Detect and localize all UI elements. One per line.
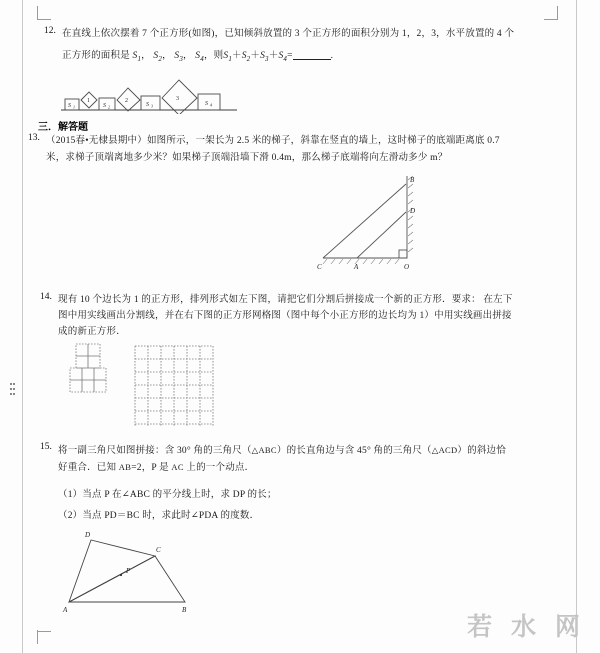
svg-text:B: B xyxy=(182,606,187,614)
svg-text:1: 1 xyxy=(73,104,75,110)
page-left-margin-rule xyxy=(22,0,23,653)
svg-text:S: S xyxy=(103,103,106,109)
svg-text:S: S xyxy=(205,101,208,107)
question-12-number: 12. xyxy=(44,26,56,36)
svg-text:4: 4 xyxy=(210,102,212,108)
svg-text:D: D xyxy=(85,531,91,539)
q15-triangle-acd: △ACD xyxy=(431,445,458,455)
drag-handle-dots[interactable] xyxy=(10,383,16,401)
q12-answer-blank[interactable] xyxy=(293,59,331,60)
q15-l2-e: 上的一个动点． xyxy=(183,463,255,473)
question-13-number: 13. xyxy=(28,133,40,143)
svg-text:A: A xyxy=(354,263,359,271)
q12-text-b: ，则 xyxy=(203,51,224,61)
figure-ladder-against-wall xyxy=(305,168,435,278)
question-15-line-2 xyxy=(58,459,570,477)
question-14-line-3: 成的新正方形． xyxy=(58,327,126,337)
question-15-number: 15. xyxy=(40,442,52,452)
svg-text:A: A xyxy=(63,606,68,614)
question-15-sub-2: （2）当点 PD＝BC 时，求此时∠PDA 的度数． xyxy=(58,511,260,521)
q15-l2-c: =2，P 是 xyxy=(131,463,172,473)
crop-mark-top-left-h xyxy=(37,19,51,20)
q15-seg-ab: AB xyxy=(118,462,132,472)
q13-source: （2015春•无棣县期中） xyxy=(46,136,147,146)
q12-text-a: 正方形的面积是 xyxy=(62,51,133,61)
q12-text-c: = xyxy=(287,51,293,61)
q12-text-d: . xyxy=(330,51,334,61)
q15-text-a: 将一副三角尺如图拼接：含 30° 角的三角尺（ xyxy=(58,446,252,456)
q15-text-c: ）的长直角边与含 45° 角的三角尺（ xyxy=(276,446,432,456)
page-right-margin-rule xyxy=(576,0,577,653)
crop-mark-bottom-left xyxy=(37,630,38,644)
figure-ten-unit-squares xyxy=(68,342,123,405)
svg-text:P: P xyxy=(126,567,131,575)
svg-text:B: B xyxy=(410,176,415,184)
svg-text:3: 3 xyxy=(151,103,153,109)
svg-text:S: S xyxy=(68,103,71,109)
question-15-line-1 xyxy=(58,442,570,460)
site-watermark: 若 水 网 xyxy=(467,613,586,641)
svg-text:D: D xyxy=(410,207,416,215)
q15-triangle-abc: △ABC xyxy=(251,445,277,455)
svg-text:C: C xyxy=(317,263,322,271)
q15-l2-a: 好重合．已知 xyxy=(58,463,119,473)
figure-seven-squares-on-line xyxy=(55,72,240,119)
question-14-line-2: 图中用实线画出分割线，并在右下图的正方形网格图（图中每个小正方形的边长均为 1）中用实线画出拼接 xyxy=(58,311,512,321)
q15-text-e: ）的斜边恰 xyxy=(457,446,506,456)
crop-mark-top-left xyxy=(37,6,38,20)
question-12-line-2: 正方形的面积是 $S_1$， $S_2$， $S_3$， $S_4$，则$S_1+S_2+S_3+S_4=$ . xyxy=(62,51,334,63)
svg-text:2: 2 xyxy=(125,98,128,104)
q13-text-1: 如图所示，一架长为 2.5 米的梯子，斜靠在竖直的墙上，这时梯子的底端距离底 0.7 xyxy=(146,136,500,146)
svg-text:S: S xyxy=(146,102,149,108)
question-15-sub-1: （1）当点 P 在∠ABC 的平分线上时，求 DP 的长； xyxy=(58,490,277,500)
section-heading-3: 三．解答题 xyxy=(38,122,88,133)
question-14-line-1: 现有 10 个边长为 1 的正方形，排列形式如左下图，请把它们分割后拼接成一个新的正方形．要求： 在左下 xyxy=(58,295,513,305)
crop-mark-bottom-left-h xyxy=(37,631,51,632)
question-12-line-1: 在直线上依次摆着 7 个正方形(如图)，已知倾斜放置的 3 个正方形的面积分别为 1，2，3，水平放置的 4 个 xyxy=(62,29,515,39)
svg-text:3: 3 xyxy=(176,96,179,102)
svg-text:1: 1 xyxy=(87,98,90,104)
q15-seg-ac: AC xyxy=(171,462,184,472)
svg-text:2: 2 xyxy=(108,104,110,110)
figure-square-grid xyxy=(133,344,245,433)
crop-mark-top-right-h xyxy=(544,19,558,20)
question-14-number: 14. xyxy=(40,292,52,302)
svg-text:O: O xyxy=(404,263,410,271)
crop-mark-top-right xyxy=(557,6,558,20)
figure-two-triangle-rulers xyxy=(55,528,230,623)
question-13-line-2: 米，求梯子顶端离地多少米？如果梯子顶端沿墙下滑 0.4m，那么梯子底端将向左滑动多少 m？ xyxy=(46,153,448,163)
svg-text:C: C xyxy=(156,546,161,554)
question-13-line-1 xyxy=(46,133,566,150)
